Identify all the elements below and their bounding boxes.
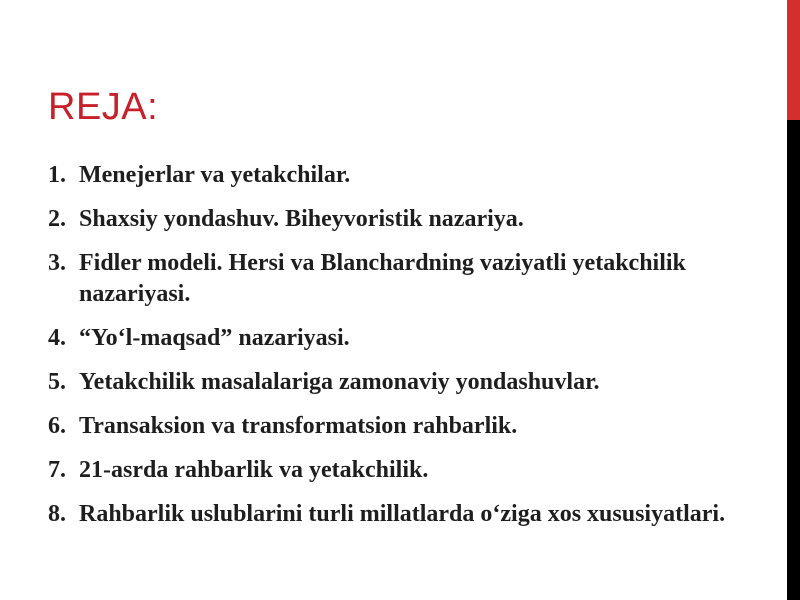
list-item bbox=[48, 411, 748, 442]
accent-bar-red bbox=[787, 0, 800, 120]
item-number: 4. bbox=[48, 325, 66, 351]
list-item bbox=[48, 248, 748, 310]
item-number: 7. bbox=[48, 457, 66, 483]
item-number: 8. bbox=[48, 501, 66, 527]
item-text: Transaksion va transformatsion rahbarlik. bbox=[79, 413, 518, 439]
item-number: 1. bbox=[48, 162, 66, 188]
slide-title: REJA: bbox=[48, 86, 159, 128]
list-item bbox=[48, 204, 748, 235]
item-text: Fidler modeli. Hersi va Blanchardning vaziyatli yetakchilik nazariyasi. bbox=[79, 250, 686, 307]
item-number: 6. bbox=[48, 413, 66, 439]
item-text: Rahbarlik uslublarini turli millatlarda o‘ziga xos xususiyatlari. bbox=[79, 501, 726, 527]
list-item bbox=[48, 367, 748, 398]
list-item bbox=[48, 499, 748, 530]
item-text: Shaxsiy yondashuv. Biheyvoristik nazariya. bbox=[79, 206, 524, 232]
accent-bar-black bbox=[787, 120, 800, 600]
item-number: 2. bbox=[48, 206, 66, 232]
agenda-list bbox=[48, 160, 748, 543]
item-number: 3. bbox=[48, 250, 66, 276]
item-text: Menejerlar va yetakchilar. bbox=[79, 162, 351, 188]
list-item bbox=[48, 455, 748, 486]
list-item bbox=[48, 323, 748, 354]
item-text: 21-asrda rahbarlik va yetakchilik. bbox=[79, 457, 429, 483]
item-text: “Yo‘l-maqsad” nazariyasi. bbox=[79, 325, 350, 351]
list-item bbox=[48, 160, 748, 191]
item-text: Yetakchilik masalalariga zamonaviy yondashuvlar. bbox=[79, 369, 600, 395]
item-number: 5. bbox=[48, 369, 66, 395]
